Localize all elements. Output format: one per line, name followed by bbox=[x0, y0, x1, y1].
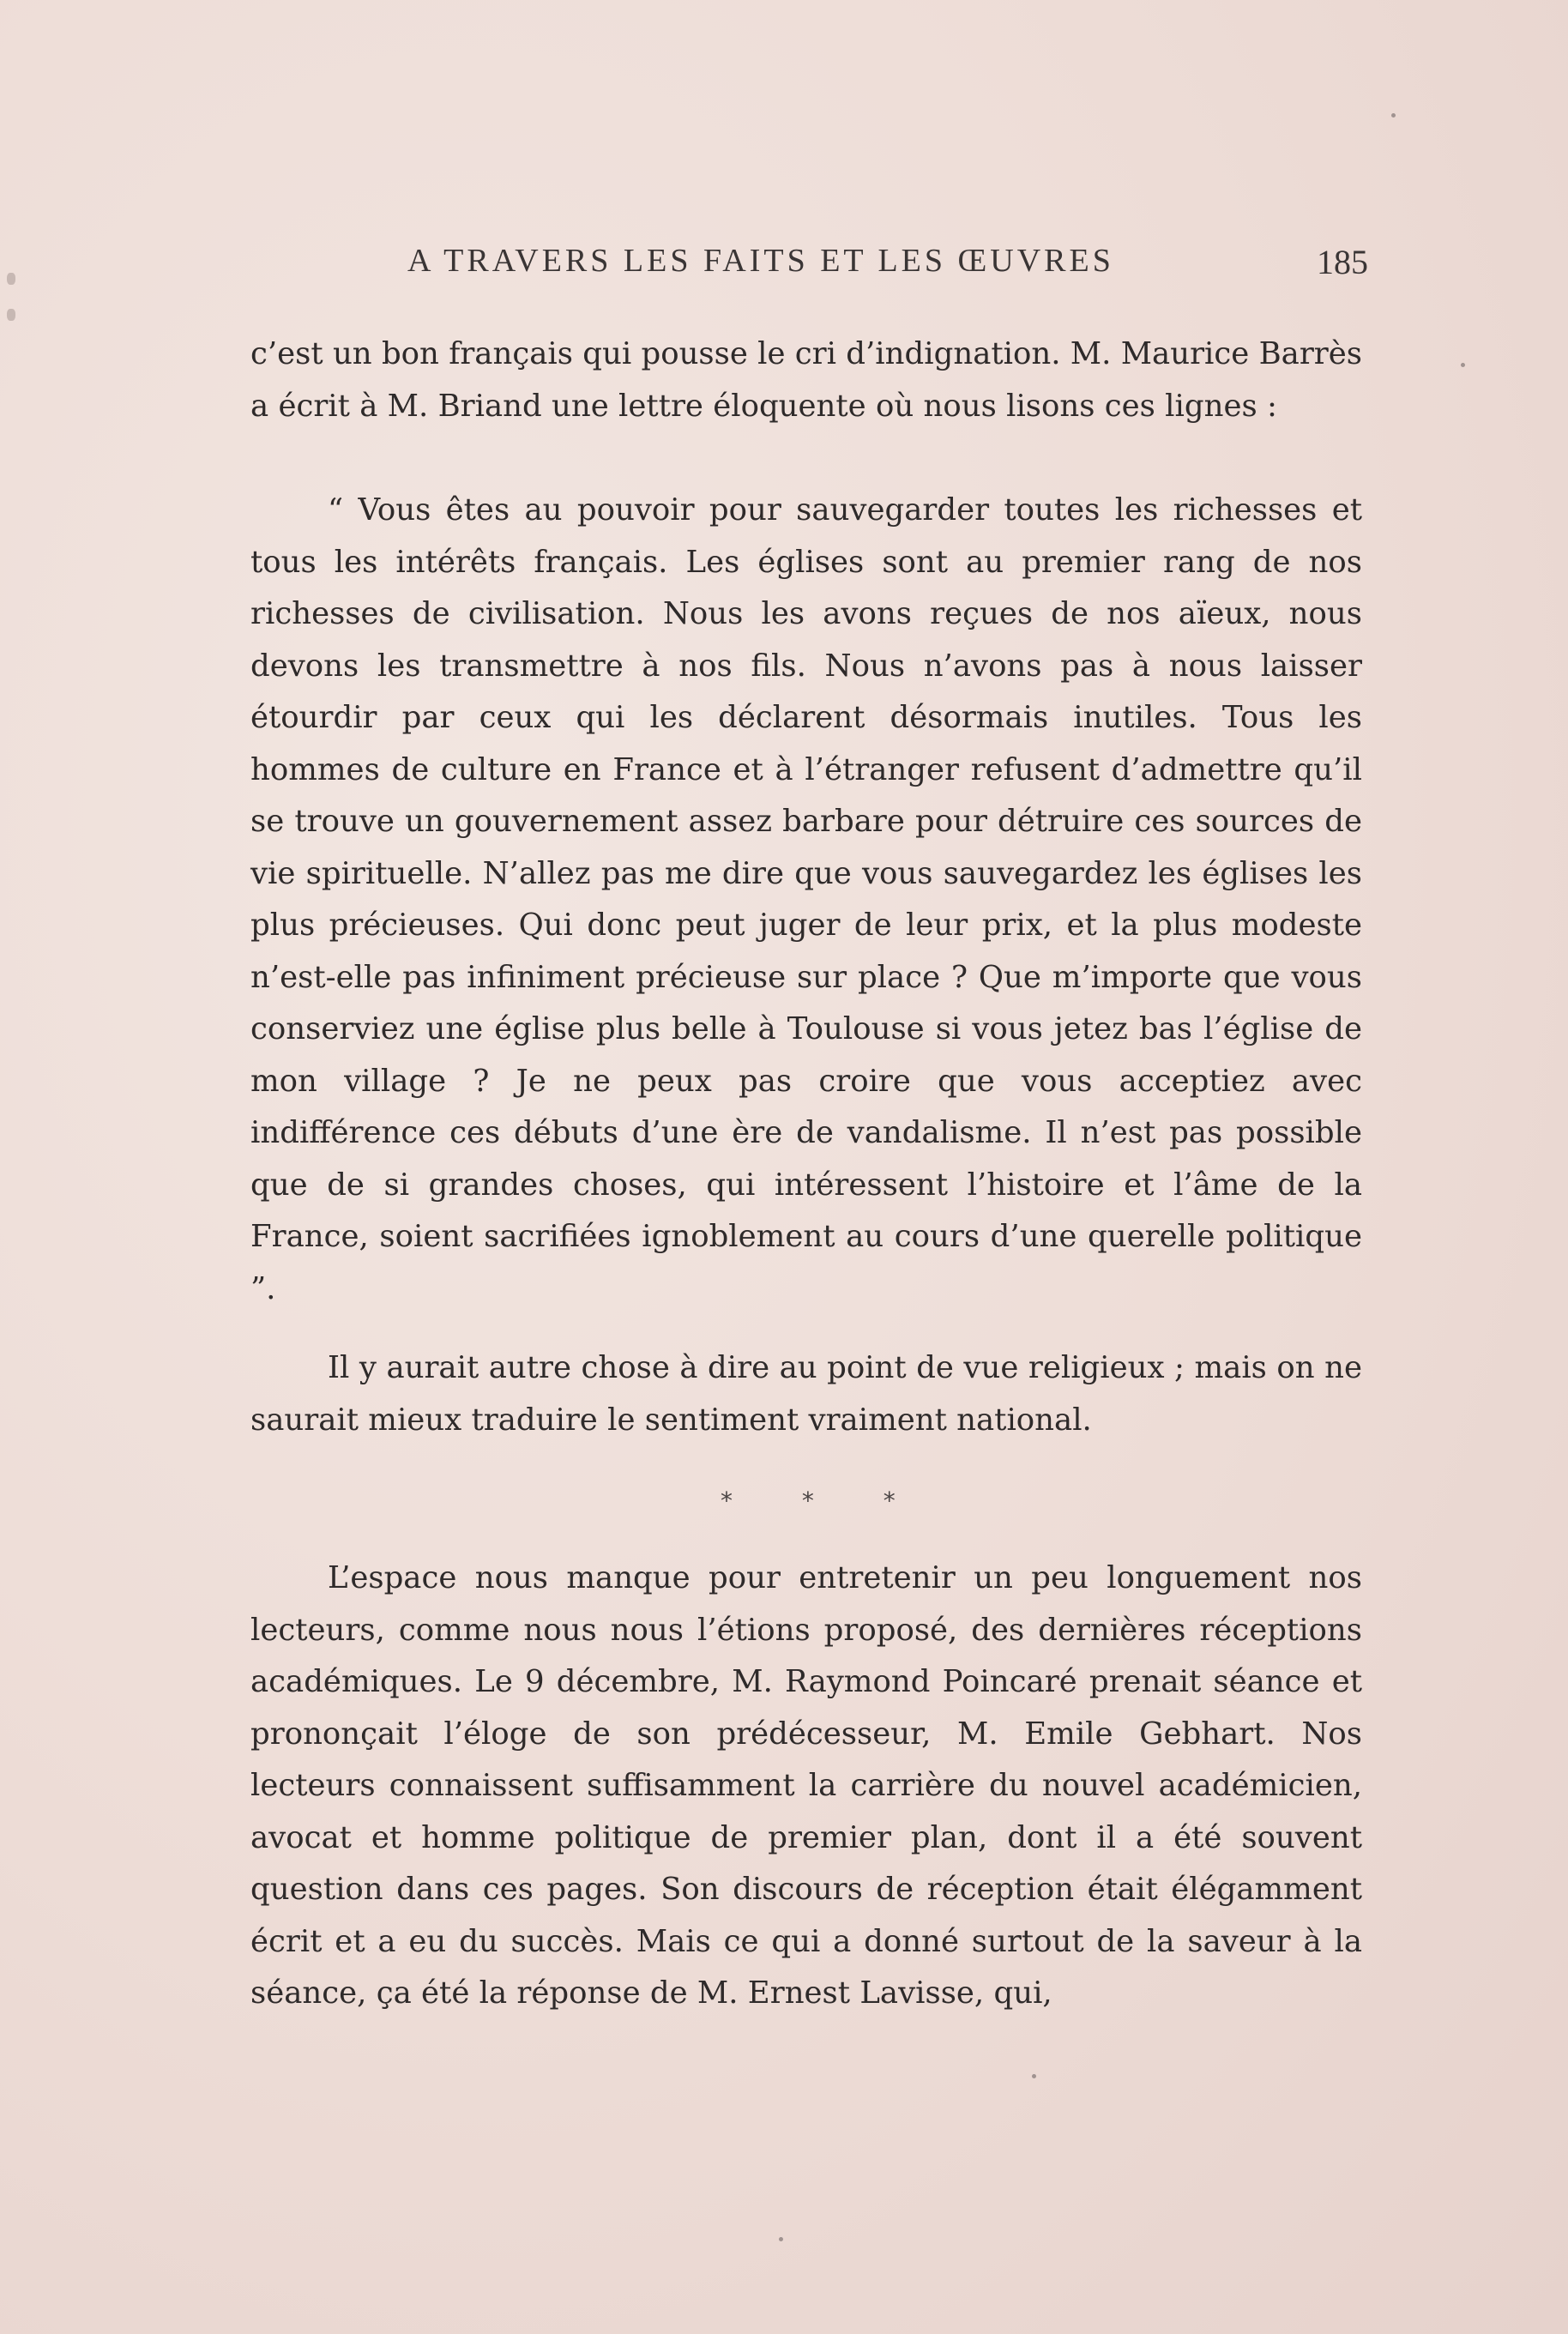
page-number: 185 bbox=[1317, 243, 1368, 281]
paragraph-text: L’espace nous manque pour entretenir un peu longuement nos lecteurs, comme nous nous l’étions proposé, des dernières réceptions académiques. Le 9 décembre, M. Raymond Poincaré prenait séance et prononçait l’éloge de son prédécesseur, M. Emile Gebhart. Nos lecteurs connaissent suffisamment la carrière du nouvel académicien, avocat et homme politique de premier plan, dont il a été souvent question dans ces pages. Son discours de réception était élégamment écrit et a eu du succès. Mais ce qui a donné surtout de la saveur à la séance, ça été la réponse de M. Ernest Lavisse, qui, bbox=[250, 1560, 1362, 2011]
edge-mark bbox=[7, 273, 15, 285]
paper-speck bbox=[779, 2237, 783, 2241]
paragraph-religious-remark bbox=[250, 1342, 1362, 1446]
section-separator: * * * bbox=[721, 1487, 926, 1515]
page-header bbox=[407, 242, 1368, 293]
paragraph-text: c’est un bon français qui pousse le cri d’indignation. M. Maurice Barrès a écrit à M. Briand une lettre éloquente où nous lisons ces lignes : bbox=[250, 336, 1362, 424]
paragraph-barres-quote bbox=[250, 485, 1362, 1315]
quote-text: “ Vous êtes au pouvoir pour sauvegarder toutes les richesses et tous les intérêts français. Les églises sont au premier rang de nos richesses de civilisation. Nous les avons reçues de nos aïeux, nous devons les transmettre à nos fils. Nous n’avons pas à nous laisser étourdir par ceux qui les déclarent désormais inutiles. Tous les hommes de culture en France et à l’étranger refusent d’admettre qu’il se trouve un gouvernement assez barbare pour détruire ces sources de vie spirituelle. N’allez pas me dire que vous sauvegardez les églises les plus précieuses. Qui donc peut juger de leur prix, et la plus modeste n’est-elle pas infiniment précieuse sur place ? Que m’importe que vous conserviez une église plus belle à Toulouse si vous jetez bas l’église de mon village ? Je ne peux pas croire que vous acceptiez avec indifférence ces débuts d’une ère de vandalisme. Il n’est pas possible que de si grandes choses, qui intéressent l’histoire et l’âme de la France, soient sacrifiées ignoblement au cours d’une querelle politique ”. bbox=[250, 492, 1362, 1306]
paragraph-academic-receptions bbox=[250, 1553, 1362, 2020]
paragraph-text: Il y aurait autre chose à dire au point de vue religieux ; mais on ne saurait mieux traduire le sentiment vraiment national. bbox=[250, 1350, 1362, 1438]
paper-speck bbox=[1032, 2074, 1036, 2078]
paper-speck bbox=[1461, 363, 1465, 367]
paper-speck bbox=[1391, 113, 1396, 118]
running-head: A TRAVERS LES FAITS ET LES ŒUVRES bbox=[407, 243, 1114, 279]
paragraph-intro bbox=[250, 329, 1362, 432]
edge-mark bbox=[7, 309, 15, 321]
